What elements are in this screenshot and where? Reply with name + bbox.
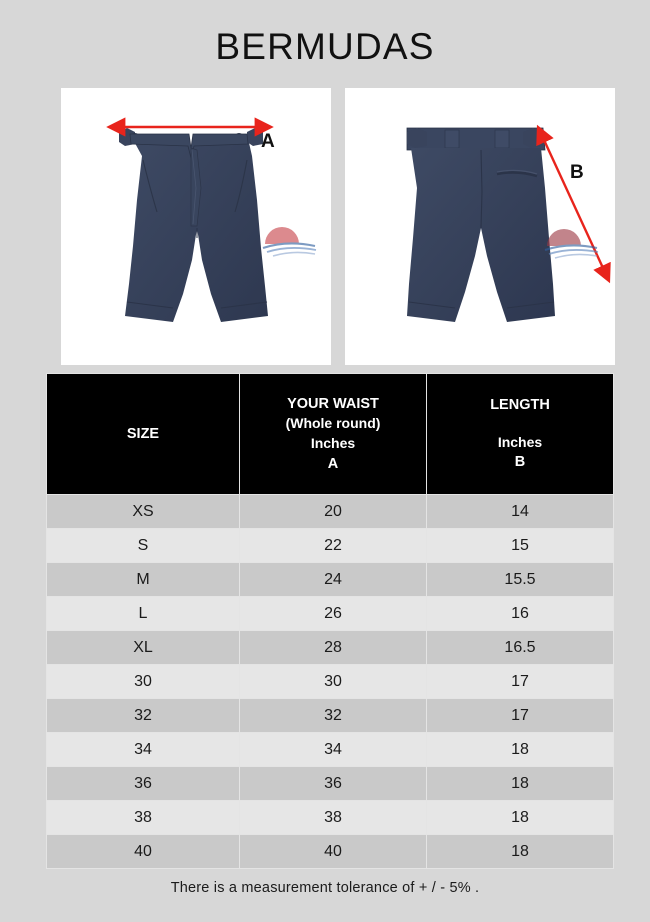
table-header-row [47,374,613,494]
cell-length: 15.5 [427,563,613,596]
column-header-waist [240,374,426,494]
cell-length: 18 [427,733,613,766]
column-header-length-code: B [514,454,526,471]
cell-length: 17 [427,665,613,698]
cell-size: XS [47,495,239,528]
back-view-photo-panel [345,88,615,365]
column-header-waist-unit: Inches [310,435,356,451]
front-view-photo-panel [61,88,331,365]
cell-length: 18 [427,835,613,868]
cell-length: 15 [427,529,613,562]
table-row [47,801,613,834]
cell-waist: 20 [240,495,426,528]
cell-length: 14 [427,495,613,528]
cell-length: 17 [427,699,613,732]
measurement-arrow-a [61,88,331,365]
size-chart-table [46,373,614,869]
column-header-waist-code: A [327,455,339,472]
column-header-length [427,374,613,494]
cell-length: 18 [427,801,613,834]
table-row [47,665,613,698]
cell-waist: 26 [240,597,426,630]
cell-waist: 22 [240,529,426,562]
cell-size: S [47,529,239,562]
page-title: BERMUDAS [215,26,435,67]
table-row [47,767,613,800]
cell-size: XL [47,631,239,664]
measurement-label-b: B [570,162,584,183]
measurement-label-a: A [261,131,275,152]
cell-size: 34 [47,733,239,766]
cell-size: 38 [47,801,239,834]
column-header-length-unit: Inches [497,433,543,450]
cell-length: 16 [427,597,613,630]
table-row [47,563,613,596]
cell-waist: 40 [240,835,426,868]
table-row [47,495,613,528]
cell-length: 18 [427,767,613,800]
cell-size: M [47,563,239,596]
product-images [61,88,612,365]
table-row [47,597,613,630]
column-header-size-label: SIZE [126,425,160,442]
cell-waist: 30 [240,665,426,698]
cell-size: L [47,597,239,630]
table-row [47,733,613,766]
table-header [47,374,613,494]
measurement-arrow-b [345,88,615,365]
column-header-waist-label: YOUR WAIST [287,395,379,412]
cell-waist: 38 [240,801,426,834]
table-row [47,699,613,732]
cell-waist: 32 [240,699,426,732]
cell-size: 40 [47,835,239,868]
cell-size: 36 [47,767,239,800]
column-header-waist-sub: (Whole round) [285,415,381,432]
cell-waist: 28 [240,631,426,664]
cell-waist: 36 [240,767,426,800]
column-header-size [47,374,239,494]
table-row [47,529,613,562]
table-row [47,631,613,664]
cell-waist: 24 [240,563,426,596]
table-body [47,495,613,868]
cell-length: 16.5 [427,631,613,664]
table-row [47,835,613,868]
measurement-tolerance-note: There is a measurement tolerance of + / - 5% . [170,880,480,896]
cell-size: 30 [47,665,239,698]
cell-size: 32 [47,699,239,732]
cell-waist: 34 [240,733,426,766]
column-header-length-label: LENGTH [490,396,550,413]
